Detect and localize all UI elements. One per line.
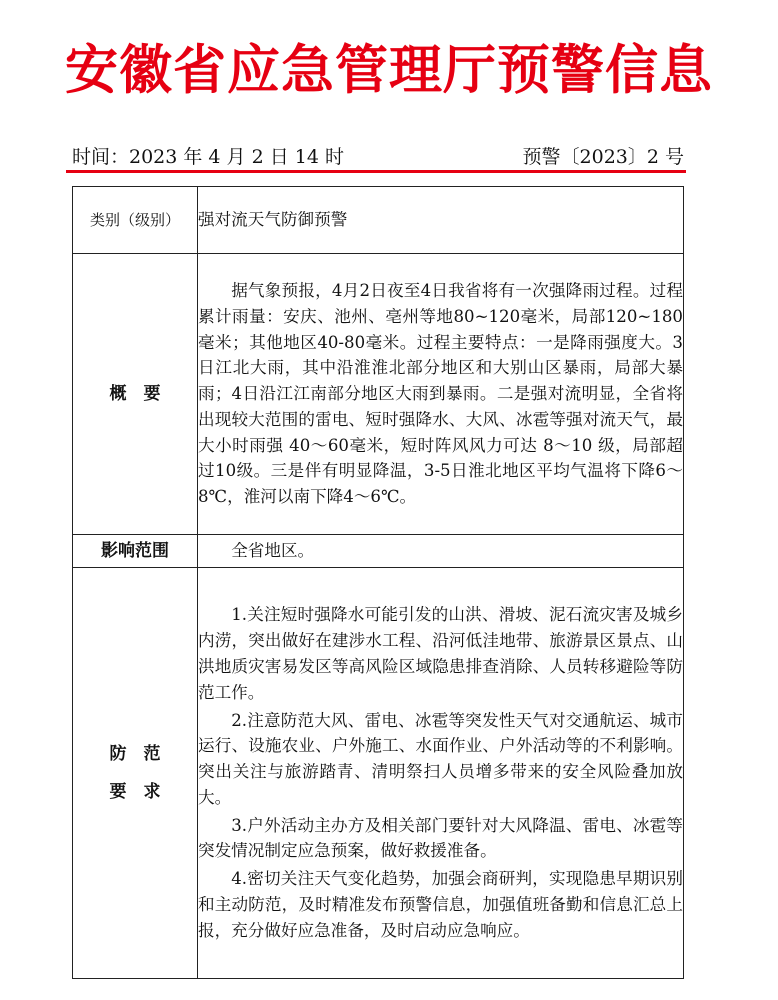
summary-label: 概 要 xyxy=(73,254,198,535)
category-row xyxy=(73,187,684,254)
red-divider-line xyxy=(66,170,686,173)
document-title: 安徽省应急管理厅预警信息 xyxy=(65,39,713,101)
summary-text: 据气象预报，4月2日夜至4日我省将有一次强降雨过程。过程累计雨量：安庆、池州、亳州等地80~120毫米，局部120~180毫米；其他地区40-80毫米。过程主要特点：一是降雨强度大。3日江北大雨，其中沿淮淮北部分地区和大别山区暴雨，局部大暴雨；4日沿江江南部分地区大雨到暴雨。二是强对流明显，全省将出现较大范围的雷电、短时强降水、大风、冰雹等强对流天气，最大小时雨强 40～60毫米，短时阵风风力可达 8～10 级，局部超过10级。三是伴有明显降温，3-5日淮北地区平均气温将下降6～8℃，淮河以南下降4～6℃。 xyxy=(198,280,683,507)
warning-table xyxy=(72,186,684,979)
warning-number: 预警〔2023〕2 号 xyxy=(522,146,684,168)
requirement-item: 1.关注短时强降水可能引发的山洪、滑坡、泥石流灾害及城乡内涝，突出做好在建涉水工程、沿河低洼地带、旅游景区景点、山洪地质灾害易发区等高风险区域隐患排查消除、人员转移避险等防范工作。 xyxy=(198,605,683,702)
requirements-row xyxy=(73,568,684,979)
scope-row xyxy=(73,535,684,568)
summary-row xyxy=(73,254,684,535)
scope-text: 全省地区。 xyxy=(231,541,315,561)
scope-cell xyxy=(198,535,684,568)
requirements-label xyxy=(73,568,198,979)
scope-label: 影响范围 xyxy=(73,535,198,568)
requirements-label-line1: 防 范 xyxy=(109,744,161,764)
requirement-item: 3.户外活动主办方及相关部门要针对大风降温、雷电、冰雹等突发情况制定应急预案，做好救援准备。 xyxy=(198,815,683,861)
category-label: 类别（级别） xyxy=(73,187,198,254)
requirements-cell xyxy=(198,568,684,979)
category-value: 强对流天气防御预警 xyxy=(198,187,684,254)
requirements-label-line2: 要 求 xyxy=(109,782,161,802)
summary-cell xyxy=(198,254,684,535)
issue-time: 时间：2023 年 4 月 2 日 14 时 xyxy=(72,146,344,168)
requirement-item: 4.密切关注天气变化趋势，加强会商研判，实现隐患早期识别和主动防范，及时精准发布预警信息，加强值班备勤和信息汇总上报，充分做好应急准备，及时启动应急响应。 xyxy=(198,869,683,940)
requirement-item: 2.注意防范大风、雷电、冰雹等突发性天气对交通航运、城市运行、设施农业、户外施工、水面作业、户外活动等的不利影响。突出关注与旅游踏青、清明祭扫人员增多带来的安全风险叠加放大。 xyxy=(198,710,683,807)
